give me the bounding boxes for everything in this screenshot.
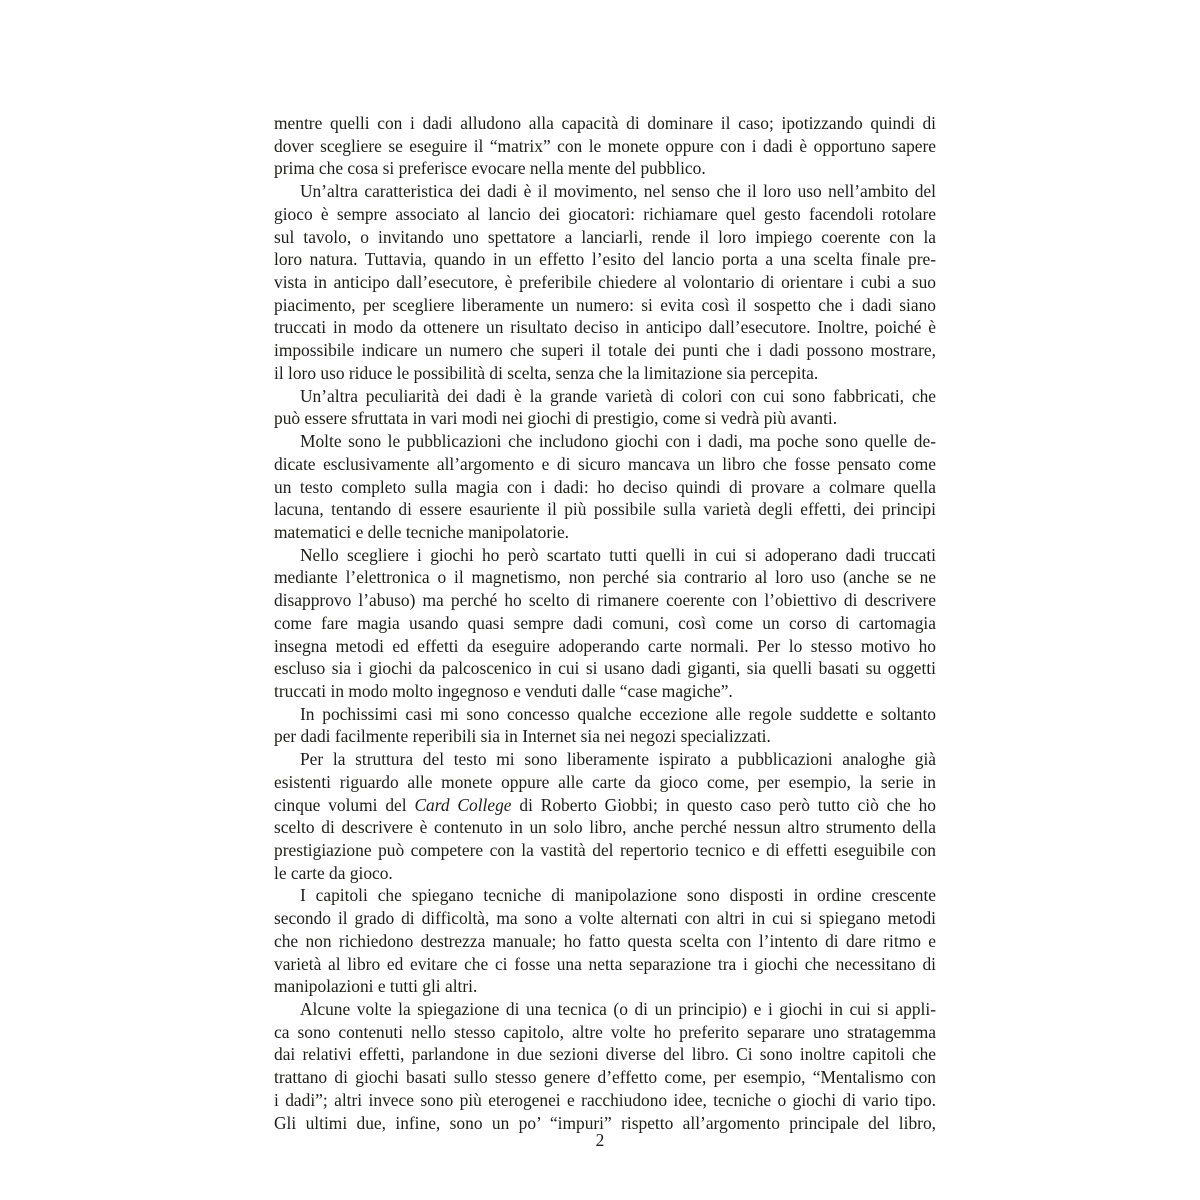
text-line: prima che cosa si preferisce evocare nella mente del pubblico. xyxy=(274,158,706,179)
text-line: un testo completo sulla magia con i dadi: ho deciso quindi di provare a colmare quella xyxy=(274,476,936,497)
text-line: lacuna, tentando di essere esauriente il più possibile sulla varietà degli effetti, dei principi xyxy=(274,499,936,520)
text-line: le carte da gioco. xyxy=(274,862,393,883)
text-line: sul tavolo, o invitando uno spettatore a lanciarli, rende il loro impiego coerente con la xyxy=(274,226,936,247)
text-line: truccati in modo molto ingegnoso e venduti dalle “case magiche”. xyxy=(274,680,733,701)
text-line: Alcune volte la spiegazione di una tecnica (o di un principio) e i giochi in cui si appli- xyxy=(300,999,936,1020)
text-line: i dadi”; altri invece sono più eterogenei e racchiudono idee, tecniche o giochi di vario tipo. xyxy=(274,1089,936,1110)
text-line: come fare magia usando quasi sempre dadi comuni, così come un corso di cartomagia xyxy=(274,612,936,633)
paragraph xyxy=(274,180,936,384)
paragraph xyxy=(274,884,936,998)
paragraph xyxy=(274,544,936,703)
text-line: manipolazioni e tutti gli altri. xyxy=(274,976,478,997)
text-line: impossibile indicare un numero che superi il totale dei punti che i dadi possono mostrare, xyxy=(274,340,936,361)
text-line: Per la struttura del testo mi sono liberamente ispirato a pubblicazioni analoghe già xyxy=(300,749,936,770)
text-line: Gli ultimi due, infine, sono un po’ “impuri” rispetto all’argomento principale del libro, xyxy=(274,1112,936,1133)
text-line: prestigiazione può competere con la vastità del repertorio tecnico e di effetti eseguibile con xyxy=(274,840,936,860)
text-line: dai relativi effetti, parlandone in due sezioni diverse del libro. Ci sono inoltre capitoli che xyxy=(274,1044,936,1065)
text-line: cinque volumi del Card College di Roberto Giobbi; in questo caso però tutto ciò che ho xyxy=(274,794,937,815)
paragraph xyxy=(274,430,936,544)
text-line: ca sono contenuti nello stesso capitolo, altre volte ho preferito separare uno stratagemma xyxy=(274,1021,936,1042)
text-line: secondo il grado di difficoltà, ma sono a volte alternati con altri in cui si spiegano metodi xyxy=(274,908,936,929)
text-line: Un’altra peculiarità dei dadi è la grande varietà di colori con cui sono fabbricati, che xyxy=(300,385,936,406)
text-line: varietà al libro ed evitare che ci fosse una netta separazione tra i giochi che necessitano di xyxy=(274,953,936,974)
text-line: dicate esclusivamente all’argomento e di sicuro mancava un libro che fosse pensato come xyxy=(274,453,936,474)
text-line: piacimento, per scegliere liberamente un numero: si evita così il sospetto che i dadi siano xyxy=(274,294,936,315)
text-line: scelto di descrivere è contenuto in un solo libro, anche perché nessun altro strumento della xyxy=(274,817,936,838)
paragraph xyxy=(274,112,936,180)
text-line: può essere sfruttata in vari modi nei giochi di prestigio, come si vedrà più avanti. xyxy=(274,408,838,429)
text-line: In pochissimi casi mi sono concesso qualche eccezione alle regole suddette e soltanto xyxy=(300,703,936,724)
body-text xyxy=(274,112,936,1134)
text-line: Nello scegliere i giochi ho però scartato tutti quelli in cui si adoperano dadi truccati xyxy=(300,544,936,565)
paragraph xyxy=(274,998,936,1134)
text-line: mediante l’elettronica o il magnetismo, non perché sia contrario al loro uso (anche se ne xyxy=(274,567,936,588)
text-line: insegna metodi ed effetti da eseguire adoperando carte normali. Per lo stesso motivo ho xyxy=(274,635,936,656)
text-line: truccati in modo da ottenere un risultato deciso in anticipo dall’esecutore. Inoltre, poiché è xyxy=(274,317,936,338)
text-line: esistenti riguardo alle monete oppure alle carte da gioco come, per esempio, la serie in xyxy=(274,771,936,792)
text-line: trattano di giochi basati sullo stesso genere d’effetto come, per esempio, “Mentalismo con xyxy=(274,1067,936,1088)
text-line: che non richiedono destrezza manuale; ho fatto questa scelta con l’intento di dare ritmo e xyxy=(274,930,936,951)
text-line: mentre quelli con i dadi alludono alla capacità di dominare il caso; ipotizzando quindi di xyxy=(274,113,936,133)
text-line: per dadi facilmente reperibili sia in Internet sia nei negozi specializzati. xyxy=(274,726,771,747)
text-line: matematici e delle tecniche manipolatorie. xyxy=(274,521,570,542)
paragraph xyxy=(274,703,936,748)
paragraph xyxy=(274,385,936,430)
text-line: Molte sono le pubblicazioni che includono giochi con i dadi, ma poche sono quelle de- xyxy=(300,431,936,452)
text-line: Un’altra caratteristica dei dadi è il movimento, nel senso che il loro uso nell’ambito del xyxy=(300,181,936,202)
text-line: dover scegliere se eseguire il “matrix” con le monete oppure con i dadi è opportuno sapere xyxy=(274,135,936,156)
page-number: 2 xyxy=(595,1130,605,1150)
paragraph xyxy=(274,748,936,884)
text-line: loro natura. Tuttavia, quando in un effetto l’esito del lancio porta a una scelta finale pre- xyxy=(274,249,936,270)
text-line: escluso sia i giochi da palcoscenico in cui si usano dadi giganti, sia quelli basati su oggetti xyxy=(274,658,936,679)
text-line: il loro uso riduce le possibilità di scelta, senza che la limitazione sia percepita. xyxy=(274,362,819,383)
text-line: disapprovo l’abuso) ma perché ho scelto di rimanere coerente con l’obiettivo di descrivere xyxy=(274,590,936,611)
text-line: I capitoli che spiegano tecniche di manipolazione sono disposti in ordine crescente xyxy=(300,885,936,906)
book-title-italic: Card College xyxy=(414,794,512,815)
text-line: gioco è sempre associato al lancio dei giocatori: richiamare quel gesto facendoli rotolare xyxy=(274,203,936,224)
text-line: vista in anticipo dall’esecutore, è preferibile chiedere al volontario di orientare i cubi a suo xyxy=(274,272,936,293)
